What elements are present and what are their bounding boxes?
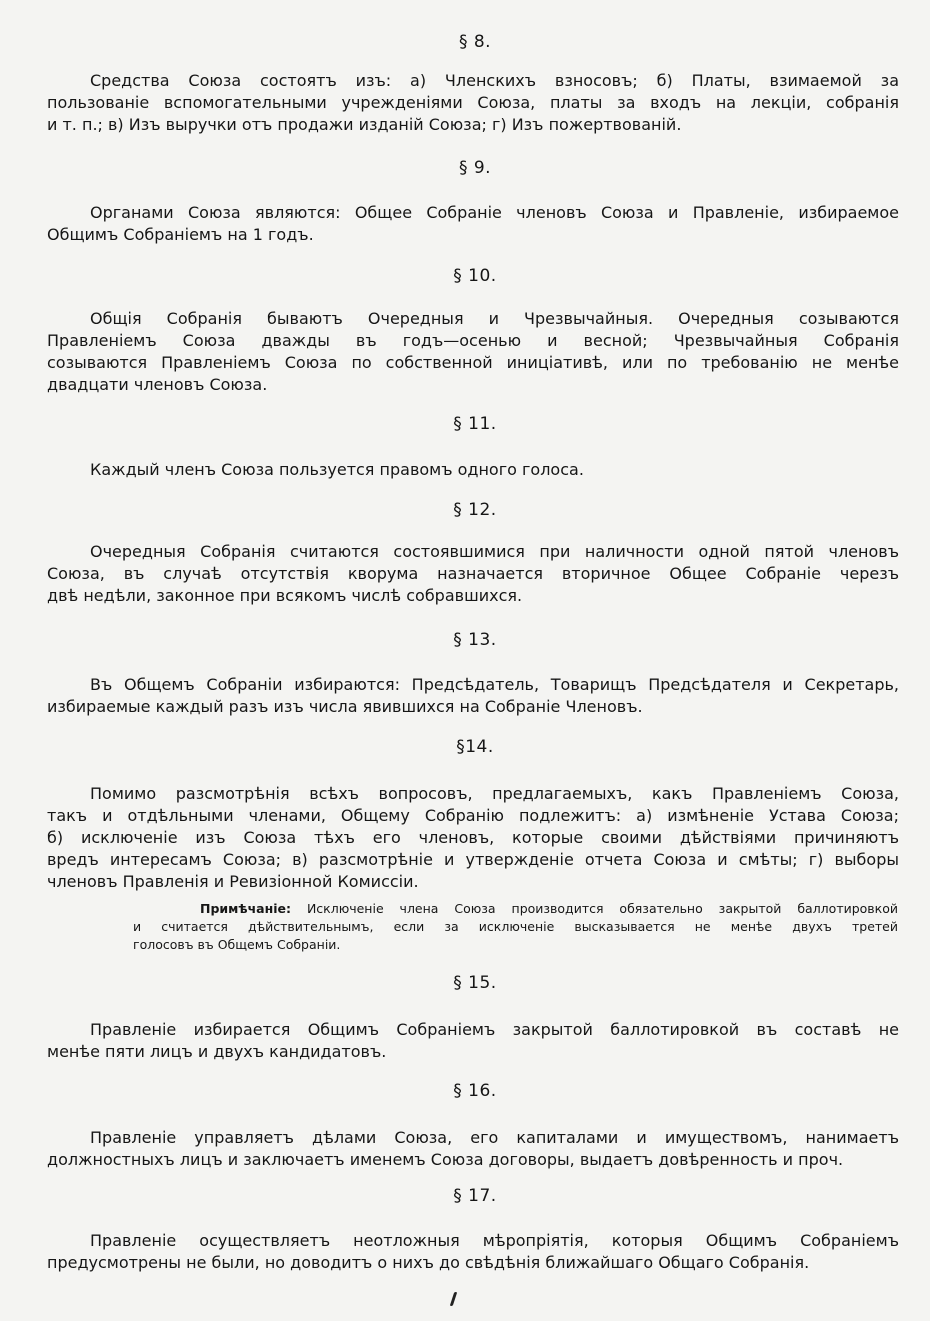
text-line: Правленіе управляетъ дѣлами Союза, его капиталами и имуществомъ, нанимаетъ bbox=[90, 1128, 899, 1147]
note-line: голосовъ въ Общемъ Собраніи. bbox=[133, 937, 341, 952]
section-9-heading: § 9. bbox=[458, 158, 492, 178]
section-15-text bbox=[47, 1019, 899, 1063]
section-10-text bbox=[47, 308, 899, 396]
text-line: созываются Правленіемъ Союза по собственной иниціативѣ, или по требованію не менѣе bbox=[47, 353, 899, 372]
ink-mark bbox=[450, 1292, 458, 1306]
note-text: Исключеніе члена Союза производится обязательно закрытой баллотировкой bbox=[306, 901, 898, 916]
section-14-heading: §14. bbox=[456, 737, 494, 757]
text-line: Общія Собранія бываютъ Очередныя и Чрезвычайныя. Очередныя созываются bbox=[90, 309, 899, 328]
text-line: Общимъ Собраніемъ на 1 годъ. bbox=[47, 225, 314, 244]
text-line: Каждый членъ Союза пользуется правомъ одного голоса. bbox=[90, 460, 584, 479]
text-line: Помимо разсмотрѣнія всѣхъ вопросовъ, предлагаемыхъ, какъ Правленіемъ Союза, bbox=[90, 784, 899, 803]
text-line: Правленіе осуществляетъ неотложныя мѣропріятія, которыя Общимъ Собраніемъ bbox=[90, 1231, 899, 1250]
text-line: менѣе пяти лицъ и двухъ кандидатовъ. bbox=[47, 1042, 387, 1061]
text-line: Органами Союза являются: Общее Собраніе членовъ Союза и Правленіе, избираемое bbox=[90, 203, 899, 222]
section-13-heading: § 13. bbox=[453, 630, 497, 650]
section-12-heading: § 12. bbox=[453, 500, 497, 520]
section-11-text bbox=[47, 459, 899, 481]
text-line: двадцати членовъ Союза. bbox=[47, 375, 268, 394]
text-line: вредъ интересамъ Союза; в) разсмотрѣніе и утвержденіе отчета Союза и смѣты; г) выборы bbox=[47, 850, 899, 869]
section-13-text bbox=[47, 674, 899, 718]
section-17-heading: § 17. bbox=[453, 1186, 497, 1206]
note-line bbox=[132, 900, 898, 918]
section-11-heading: § 11. bbox=[453, 414, 497, 434]
text-line: Союза, въ случаѣ отсутствія кворума назначается вторичное Общее Собраніе черезъ bbox=[47, 564, 899, 583]
text-line: б) исключеніе изъ Союза тѣхъ его членовъ, которые своими дѣйствіями причиняютъ bbox=[47, 828, 899, 847]
section-9-text bbox=[47, 202, 899, 246]
section-8-text bbox=[47, 70, 899, 136]
text-line: членовъ Правленія и Ревизіонной Комиссіи. bbox=[47, 872, 419, 891]
section-10-heading: § 10. bbox=[453, 266, 497, 286]
text-line: пользованіе вспомогательными учрежденіями Союза, платы за входъ на лекціи, собранія bbox=[47, 93, 899, 112]
note-label: Примѣчаніе: bbox=[200, 901, 291, 916]
section-12-text bbox=[47, 541, 899, 607]
note-line: и считается дѣйствительнымъ, если за исключеніе высказывается не менѣе двухъ третей bbox=[133, 919, 898, 934]
text-line: и т. п.; в) Изъ выручки отъ продажи изданій Союза; г) Изъ пожертвованій. bbox=[47, 115, 682, 134]
text-line: Правленіе избирается Общимъ Собраніемъ закрытой баллотировкой въ составѣ не bbox=[90, 1020, 899, 1039]
section-16-text bbox=[47, 1127, 899, 1171]
text-line: Очередныя Собранія считаются состоявшимися при наличности одной пятой членовъ bbox=[90, 542, 899, 561]
text-line: такъ и отдѣльными членами, Общему Собранію подлежитъ: а) измѣненіе Устава Союза; bbox=[47, 806, 899, 825]
text-line: Средства Союза состоятъ изъ: а) Членскихъ взносовъ; б) Платы, взимаемой за bbox=[90, 71, 899, 90]
text-line: должностныхъ лицъ и заключаетъ именемъ Союза договоры, выдаетъ довѣренность и проч. bbox=[47, 1150, 844, 1169]
text-line: избираемые каждый разъ изъ числа явившихся на Собраніе Членовъ. bbox=[47, 697, 643, 716]
text-line: предусмотрены не были, но доводитъ о нихъ до свѣдѣнія ближайшаго Общаго Собранія. bbox=[47, 1253, 810, 1272]
text-line: Въ Общемъ Собраніи избираются: Предсѣдатель, Товарищъ Предсѣдателя и Секретарь, bbox=[90, 675, 899, 694]
section-8-heading: § 8. bbox=[458, 32, 492, 52]
section-16-heading: § 16. bbox=[453, 1081, 497, 1101]
text-line: Правленіемъ Союза дважды въ годъ—осенью и весной; Чрезвычайныя Собранія bbox=[47, 331, 899, 350]
text-line: двѣ недѣли, законное при всякомъ числѣ собравшихся. bbox=[47, 586, 523, 605]
section-14-text bbox=[47, 783, 899, 893]
section-17-text bbox=[47, 1230, 899, 1274]
section-15-heading: § 15. bbox=[453, 973, 497, 993]
section-14-note bbox=[132, 900, 898, 954]
